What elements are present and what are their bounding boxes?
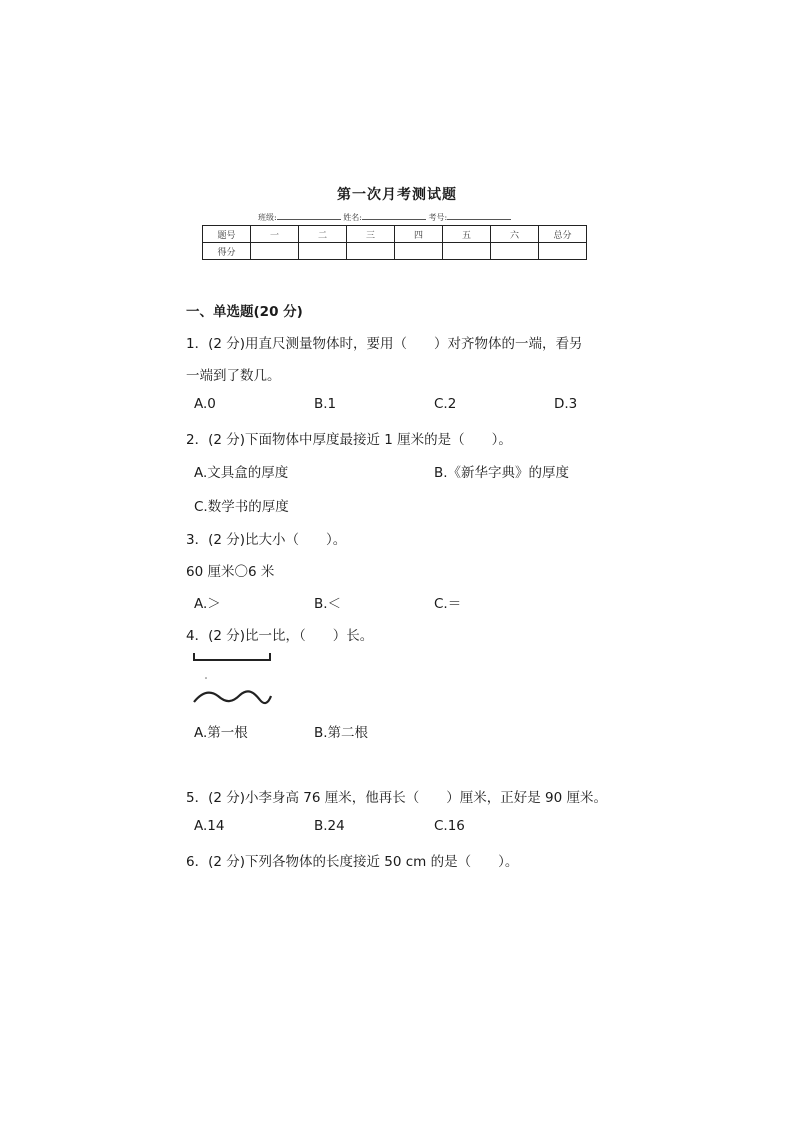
question-2-option-c[interactable]: C.数学书的厚度	[194, 499, 289, 515]
question-2-option-b[interactable]: B.《新华字典》的厚度	[434, 465, 570, 481]
table-cell: 一	[251, 226, 299, 243]
score-cell[interactable]	[251, 243, 299, 260]
class-blank	[277, 211, 341, 220]
score-cell[interactable]	[491, 243, 539, 260]
question-3-text: 3．(2 分)比大小（ ）。	[186, 532, 347, 548]
table-cell: 四	[395, 226, 443, 243]
page-title: 第一次月考测试题	[337, 187, 457, 203]
question-2-text: 2．(2 分)下面物体中厚度最接近 1 厘米的是（ ）。	[186, 432, 512, 448]
table-cell: 得分	[203, 243, 251, 260]
second-line-wavy	[194, 691, 271, 703]
student-info-line	[258, 211, 511, 223]
score-cell[interactable]	[299, 243, 347, 260]
question-6-text: 6．(2 分)下列各物体的长度接近 50 cm 的是（ ）。	[186, 854, 519, 870]
question-2-option-a[interactable]: A.文具盒的厚度	[194, 465, 289, 481]
question-3-comparison: 60 厘米〇6 米	[186, 564, 275, 580]
question-1-option-b[interactable]: B.1	[314, 396, 337, 412]
score-table-score-row	[203, 243, 587, 260]
line-comparison-figure	[190, 650, 280, 712]
question-4-option-a[interactable]: A.第一根	[194, 725, 248, 741]
name-label: 姓名:	[343, 213, 362, 222]
score-cell[interactable]	[395, 243, 443, 260]
question-4-option-b[interactable]: B.第二根	[314, 725, 369, 741]
score-cell[interactable]	[539, 243, 587, 260]
table-cell: 六	[491, 226, 539, 243]
exam-no-label: 考号:	[428, 213, 448, 222]
speck	[205, 677, 207, 679]
question-3-option-b[interactable]: B.＜	[314, 596, 342, 612]
question-5-text: 5．(2 分)小李身高 76 厘米，他再长（ ）厘米，正好是 90 厘米。	[186, 790, 608, 806]
question-5-option-c[interactable]: C.16	[434, 818, 465, 834]
question-1-option-a[interactable]: A.0	[194, 396, 216, 412]
question-1-text-cont: 一端到了数几。	[186, 368, 281, 384]
score-cell[interactable]	[347, 243, 395, 260]
first-line	[194, 653, 270, 660]
question-1-option-c[interactable]: C.2	[434, 396, 457, 412]
table-cell: 五	[443, 226, 491, 243]
question-4-text: 4．(2 分)比一比，（ ）长。	[186, 628, 374, 644]
name-blank	[362, 211, 426, 220]
score-cell[interactable]	[443, 243, 491, 260]
question-3-option-c[interactable]: C.＝	[434, 596, 462, 612]
question-5-option-a[interactable]: A.14	[194, 818, 225, 834]
table-cell: 二	[299, 226, 347, 243]
section-heading: 一、单选题(20 分)	[186, 304, 303, 320]
question-3-option-a[interactable]: A.＞	[194, 596, 221, 612]
question-1-text: 1．(2 分)用直尺测量物体时，要用（ ）对齐物体的一端，看另	[186, 336, 583, 352]
table-cell: 总分	[539, 226, 587, 243]
table-cell: 题号	[203, 226, 251, 243]
score-table-header-row	[203, 226, 587, 243]
question-5-option-b[interactable]: B.24	[314, 818, 345, 834]
score-table	[202, 225, 587, 260]
question-1-option-d[interactable]: D.3	[554, 396, 578, 412]
class-label: 班级:	[258, 213, 277, 222]
table-cell: 三	[347, 226, 395, 243]
exam-no-blank	[447, 211, 511, 220]
